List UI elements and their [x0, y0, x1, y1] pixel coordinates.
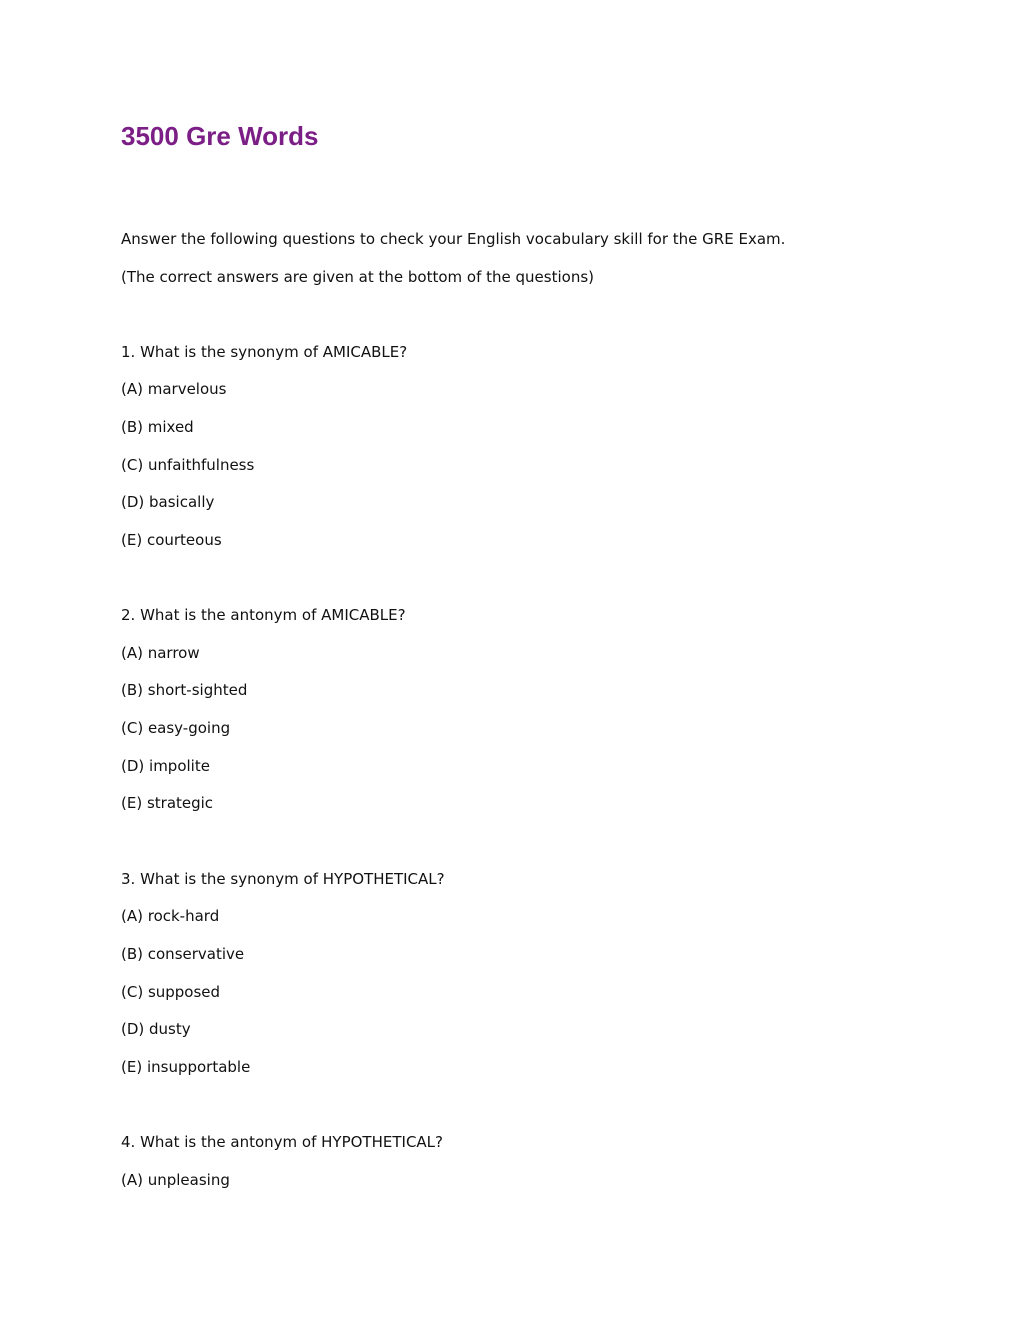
question-2-option-c: (C) easy-going [121, 719, 231, 737]
question-3-option-b: (B) conservative [121, 945, 245, 963]
question-1-option-e: (E) courteous [121, 531, 222, 549]
question-1-option-a: (A) marvelous [121, 380, 227, 398]
question-2-option-b: (B) short-sighted [121, 681, 248, 699]
intro-line: Answer the following questions to check your English vocabulary skill for the GRE Exam. [121, 230, 786, 248]
question-3-option-d: (D) dusty [121, 1020, 191, 1038]
question-4-prompt: 4. What is the antonym of HYPOTHETICAL? [121, 1133, 443, 1151]
question-1-prompt: 1. What is the synonym of AMICABLE? [121, 343, 408, 361]
question-4-option-a: (A) unpleasing [121, 1171, 230, 1189]
question-3-option-a: (A) rock-hard [121, 907, 220, 925]
question-3-option-e: (E) insupportable [121, 1058, 251, 1076]
question-2-option-a: (A) narrow [121, 644, 200, 662]
question-2-option-e: (E) strategic [121, 794, 214, 812]
question-1-option-d: (D) basically [121, 493, 215, 511]
question-1-option-c: (C) unfaithfulness [121, 456, 255, 474]
document-title: 3500 Gre Words [121, 121, 319, 151]
question-2-prompt: 2. What is the antonym of AMICABLE? [121, 606, 406, 624]
question-3-option-c: (C) supposed [121, 983, 221, 1001]
intro-note: (The correct answers are given at the bottom of the questions) [121, 268, 594, 286]
question-2-option-d: (D) impolite [121, 757, 210, 775]
question-1-option-b: (B) mixed [121, 418, 194, 436]
question-3-prompt: 3. What is the synonym of HYPOTHETICAL? [121, 870, 445, 888]
